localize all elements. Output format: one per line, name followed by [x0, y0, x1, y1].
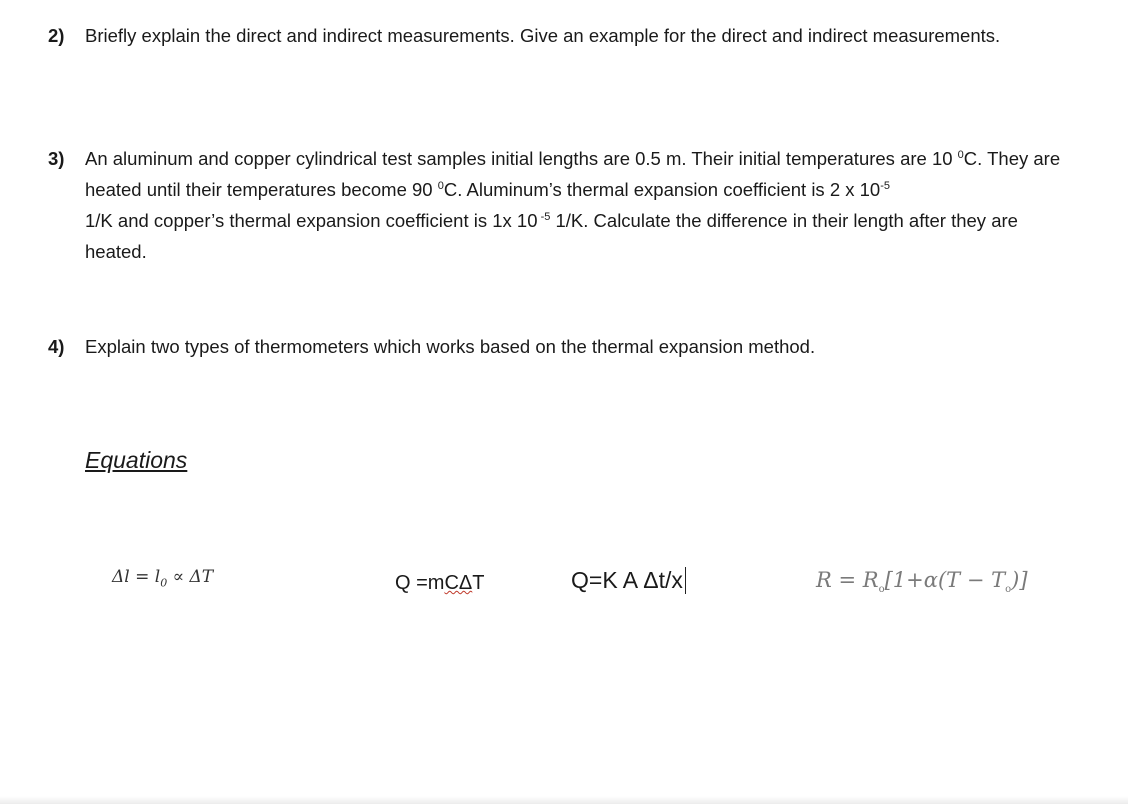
question-text-part: 1/K and copper’s thermal expansion coefficient is 1x 10	[85, 210, 538, 231]
equation-part: Q =m	[395, 572, 445, 594]
question-number: 4)	[48, 336, 65, 357]
equation-part: )]	[1011, 568, 1028, 592]
question-text-part: C. Aluminum’s thermal expansion coefficient is 2 x 10	[443, 179, 881, 200]
question-text-part: 1/K. Calculate the difference in their length after they are heated.	[85, 210, 1018, 262]
question-number: 3)	[48, 148, 65, 169]
degree-superscript: 0	[437, 180, 444, 192]
heat-equation	[395, 572, 484, 595]
exponent-superscript: -5	[880, 180, 890, 192]
degree-superscript: 0	[957, 149, 964, 161]
equation-subscript: o	[878, 584, 885, 596]
resistance-temperature-equation	[816, 568, 1028, 595]
equation-subscript: 0	[160, 576, 168, 590]
spellcheck-underlined-text: CΔ	[444, 572, 473, 594]
equation-part: ∝ ΔT	[167, 567, 214, 587]
question-3	[48, 143, 1068, 267]
equation-subscript: o	[1005, 584, 1012, 596]
question-text-part: An aluminum and copper cylindrical test samples initial lengths are 0.5 m. Their initial temperatures are 10	[85, 148, 958, 169]
conduction-equation: Q=K A Δt/x	[571, 567, 686, 594]
equation-part: Δl = l	[112, 567, 161, 587]
question-2	[48, 20, 1068, 51]
page-bottom-edge	[0, 796, 1128, 804]
equation-part: [1+α(T − T	[884, 568, 1006, 592]
thermal-expansion-equation	[112, 567, 213, 589]
question-text: Explain two types of thermometers which works based on the thermal expansion method.	[85, 336, 816, 357]
question-4	[48, 331, 1068, 362]
equations-heading: Equations	[85, 447, 188, 473]
equation-part: R = R	[816, 568, 879, 592]
question-text: Briefly explain the direct and indirect measurements. Give an example for the direct and indirect measurements.	[85, 25, 1001, 46]
equation-part: T	[472, 572, 485, 594]
question-text-part: C. They are heated until their temperatures become 90	[85, 148, 1061, 200]
question-text	[85, 143, 1068, 267]
exponent-superscript: -5	[537, 211, 551, 223]
question-number: 2)	[48, 25, 65, 46]
